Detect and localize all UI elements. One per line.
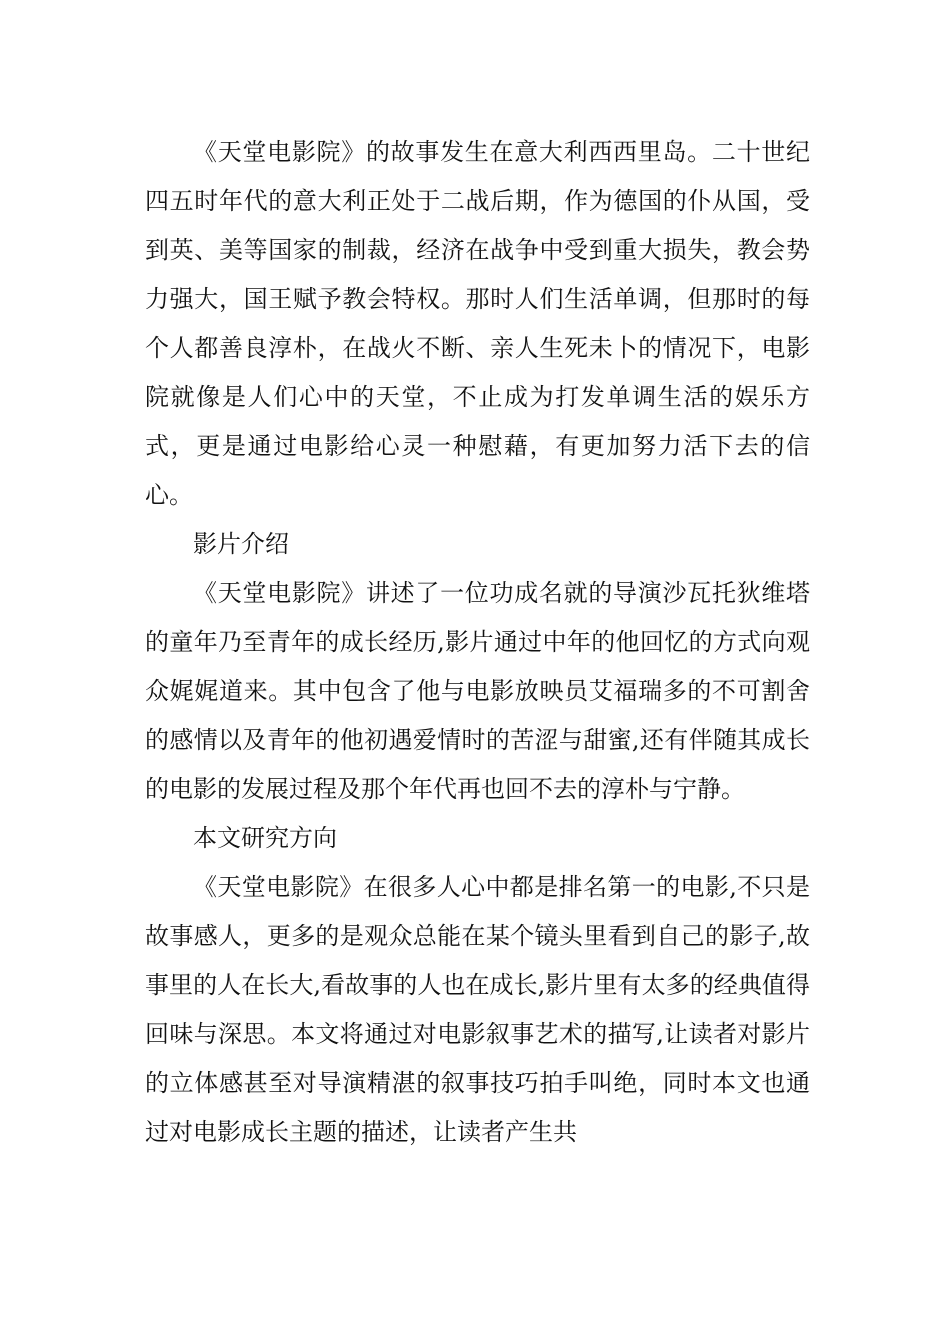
paragraph-research-direction: 《天堂电影院》在很多人心中都是排名第一的电影,不只是故事感人，更多的是观众总能在某个镜头里看到自己的影子,故事里的人在长大,看故事的人也在成长,影片里有太多的经典值得回味与深思。本文将通过对电影叙事艺术的描写,让读者对影片的立体感甚至对导演精湛的叙事技巧拍手叫绝，同时本文也通过对电影成长主题的描述，让读者产生共 — [145, 873, 810, 1146]
paragraph-film-intro: 《天堂电影院》讲述了一位功成名就的导演沙瓦托狄维塔的童年乃至青年的成长经历,影片通过中年的他回忆的方式向观众娓娓道来。其中包含了他与电影放映员艾福瑞多的不可割舍的感情以及青年的他初遇爱情时的苦涩与甜蜜,还有伴随其成长的电影的发展过程及那个年代再也回不去的淳朴与宁静。 — [145, 579, 810, 803]
document-body — [145, 128, 810, 1157]
section-heading-film-intro: 影片介绍 — [193, 530, 289, 558]
paragraph-setting: 《天堂电影院》的故事发生在意大利西西里岛。二十世纪四五时年代的意大利正处于二战后期，作为德国的仆从国，受到英、美等国家的制裁，经济在战争中受到重大损失，教会势力强大，国王赋予教会特权。那时人们生活单调，但那时的每个人都善良淳朴，在战火不断、亲人生死未卜的情况下，电影院就像是人们心中的天堂，不止成为打发单调生活的娱乐方式，更是通过电影给心灵一种慰藉，有更加努力活下去的信心。 — [145, 138, 810, 509]
section-heading-research-direction: 本文研究方向 — [193, 824, 337, 852]
